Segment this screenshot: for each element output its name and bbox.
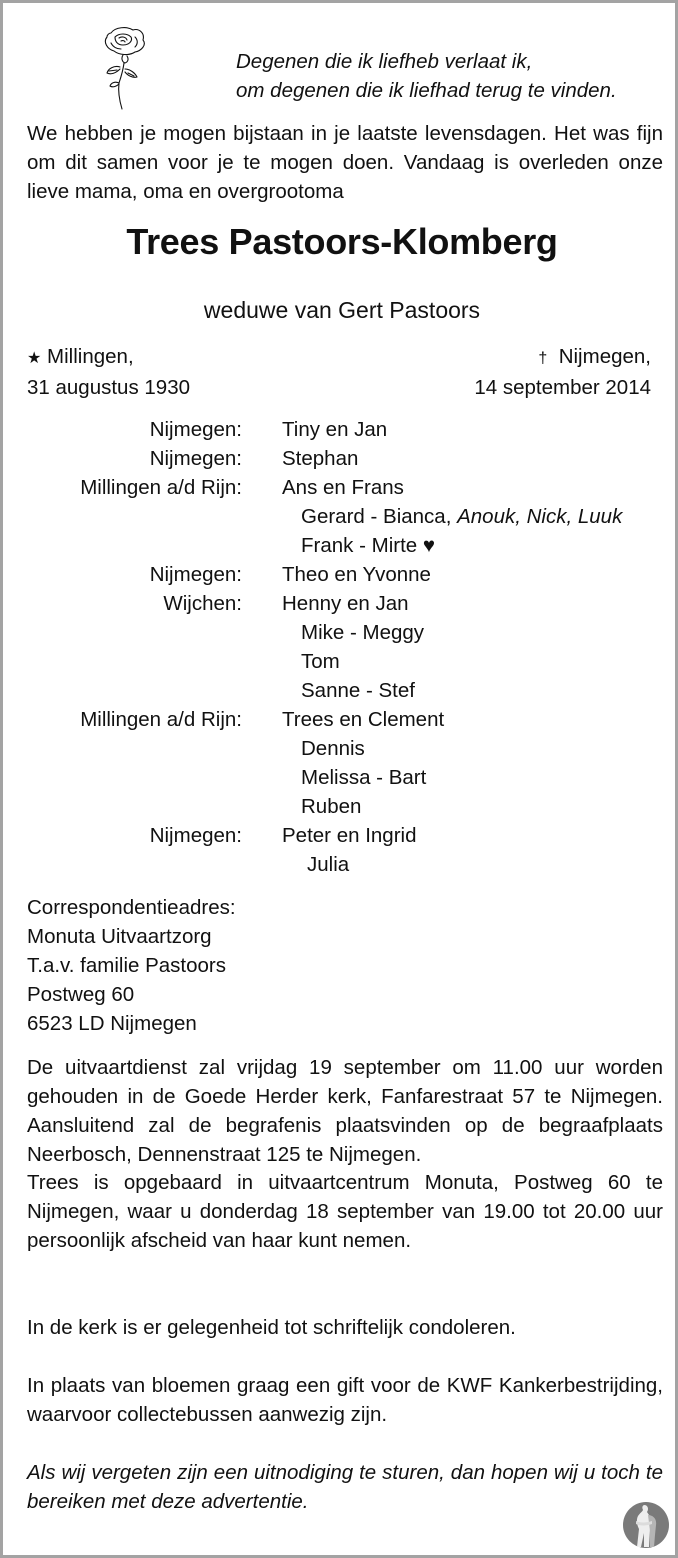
family-row	[3, 850, 678, 879]
funeral-service-paragraph: De uitvaartdienst zal vrijdag 19 september om 11.00 uur worden gehouden in de Goede Herder kerk, Fanfarestraat 57 te Nijmegen. Aansluitend zal de begrafenis plaatsvinden op de begraafplaats Neerbosch, Dennenstraat 125 te Nijmegen.	[27, 1056, 663, 1166]
family-names: Mike - Meggy	[301, 621, 425, 644]
family-row	[3, 676, 678, 705]
family-row	[3, 647, 678, 676]
deceased-subtitle: weduwe van Gert Pastoors	[203, 297, 481, 323]
family-names: Tom	[301, 650, 340, 673]
correspondence-address	[27, 893, 236, 1038]
family-place: Nijmegen:	[149, 418, 242, 441]
intro-text: We hebben je mogen bijstaan in je laatste levensdagen. Het was fijn om dit samen voor je te mogen doen. Vandaag is overleden onze lieve mama, oma en overgrootoma	[27, 122, 663, 203]
family-row	[3, 618, 678, 647]
family-names: Ans en Frans	[282, 476, 404, 499]
family-names: Ruben	[301, 795, 362, 818]
family-place: Nijmegen:	[149, 447, 242, 470]
birth-info	[27, 342, 190, 402]
family-place: Millingen a/d Rijn:	[80, 708, 242, 731]
dagger-icon: †	[538, 350, 548, 367]
family-row	[3, 821, 678, 850]
family-names: Sanne - Stef	[301, 679, 415, 702]
family-names: Theo en Yvonne	[282, 563, 431, 586]
family-row	[3, 415, 678, 444]
embracing-figures-logo-icon	[622, 1501, 670, 1549]
family-names: Trees en Clement	[282, 708, 445, 731]
family-row	[3, 502, 678, 531]
family-names: Melissa - Bart	[301, 766, 427, 789]
family-row	[3, 589, 678, 618]
family-row	[3, 705, 678, 734]
family-place: Millingen a/d Rijn:	[80, 476, 242, 499]
death-info	[474, 342, 651, 402]
family-names	[301, 502, 622, 531]
star-icon: ★	[27, 350, 42, 367]
motto-line: om degenen die ik liefhad terug te vinden.	[236, 79, 617, 102]
family-row	[3, 792, 678, 821]
family-names: Peter en Ingrid	[282, 824, 417, 847]
condolence-paragraph: In de kerk is er gelegenheid tot schriftelijk condoleren.	[27, 1316, 516, 1339]
family-names: Dennis	[301, 737, 365, 760]
motto	[236, 47, 617, 105]
family-names: Tiny en Jan	[282, 418, 388, 441]
family-row	[3, 473, 678, 502]
viewing-paragraph: Trees is opgebaard in uitvaartcentrum Monuta, Postweg 60 te Nijmegen, waar u donderdag 18 september van 19.00 tot 20.00 uur persoonlijk afscheid van haar kunt nemen.	[27, 1171, 663, 1252]
motto-line: Degenen die ik liefheb verlaat ik,	[236, 50, 533, 73]
birth-date: 31 augustus 1930	[27, 376, 190, 399]
address-line: T.a.v. familie Pastoors	[27, 954, 226, 977]
family-list	[3, 415, 678, 879]
address-line: Monuta Uitvaartzorg	[27, 925, 212, 948]
address-label: Correspondentieadres:	[27, 896, 236, 919]
family-row	[3, 763, 678, 792]
address-line: Postweg 60	[27, 983, 135, 1006]
address-line: 6523 LD Nijmegen	[27, 1012, 197, 1035]
death-place: Nijmegen,	[558, 345, 651, 368]
family-row	[3, 734, 678, 763]
closing-note: Als wij vergeten zijn een uitnodiging te sturen, dan hopen wij u toch te bereiken met deze advertentie.	[27, 1461, 663, 1513]
birth-place: Millingen,	[47, 345, 134, 368]
family-names: Frank - Mirte ♥	[301, 534, 436, 557]
family-row	[3, 444, 678, 473]
deceased-name: Trees Pastoors-Klomberg	[126, 221, 558, 262]
family-row	[3, 560, 678, 589]
death-date: 14 september 2014	[474, 376, 651, 399]
family-names: Henny en Jan	[282, 592, 409, 615]
family-place: Nijmegen:	[149, 563, 242, 586]
family-place: Wijchen:	[163, 592, 242, 615]
family-row	[3, 531, 678, 560]
family-names-italic: Anouk, Nick, Luuk	[457, 505, 623, 528]
family-names: Julia	[307, 853, 350, 876]
family-place: Nijmegen:	[149, 824, 242, 847]
donation-paragraph: In plaats van bloemen graag een gift voor de KWF Kankerbestrijding, waarvoor collectebussen aanwezig zijn.	[27, 1374, 663, 1426]
family-names: Stephan	[282, 447, 359, 470]
rose-icon	[97, 25, 149, 111]
family-names-regular: Gerard - Bianca,	[301, 505, 458, 528]
